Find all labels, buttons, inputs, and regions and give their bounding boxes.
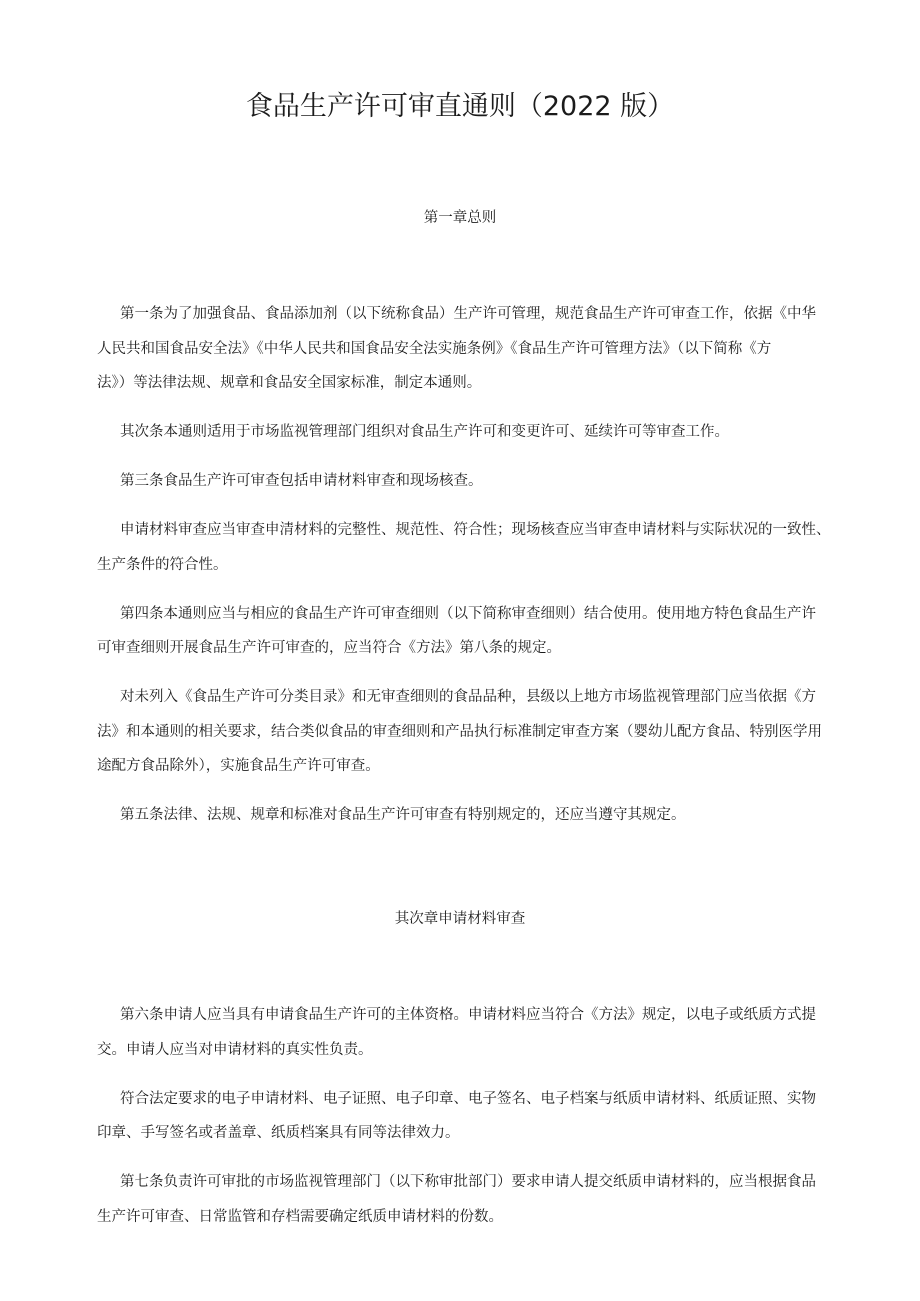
paragraph-line: 交。申请人应当对申请材料的真实性负责。 [97,1041,373,1058]
chapter-body [97,297,897,847]
paragraph-line: 第六条申请人应当具有申请食品生产许可的主体资格。申请材料应当符合《方法》规定，以电子或纸质方式提 [120,1007,816,1023]
paragraph [97,297,897,401]
chapter-heading: 第一章总则 [423,210,497,226]
paragraph-line: 符合法定要求的电子申请材料、电子证照、电子印章、电子签名、电子档案与纸质申请材料、纸质证照、实物 [120,1090,816,1107]
paragraph-line: 对未列入《食品生产许可分类目录》和无审查细则的食品品种，县级以上地方市场监视管理部门应当依据《方 [120,689,816,705]
paragraph-line: 生产条件的符合性。 [97,556,228,573]
paragraph-line: 生产许可审查、日常监管和存档需要确定纸质申请材料的份数。 [97,1208,503,1225]
paragraph-line: 第一条为了加强食品、食品添加剂（以下统称食品）生产许可管理，规范食品生产许可审查工作，依据《中华 [120,306,816,322]
paragraph [97,415,897,450]
paragraph [97,998,897,1067]
paragraph-line: 第四条本通则应当与相应的食品生产许可审查细则（以下简称审查细则）结合使用。使用地方特色食品生产许 [120,605,816,622]
paragraph-line: 法》和本通则的相关要求，结合类似食品的审查细则和产品执行标准制定审查方案（婴幼儿配方食品、特别医学用 [97,723,822,740]
paragraph-line: 申请材料审查应当审查申清材料的完整性、规范性、符合性；现场核查应当审查申请材料与实际状况的一致性、 [120,522,831,538]
paragraph [97,513,897,582]
paragraph-line: 其次条本通则适用于市场监视管理部门组织对食品生产许可和变更许可、延续许可等审查工作。 [120,424,729,440]
paragraph-line: 第三条食品生产许可审查包括申请材料审查和现场核查。 [120,473,483,489]
chapter-body [97,998,897,1249]
paragraph-line: 途配方食品除外），实施食品生产许可审查。 [97,758,380,774]
paragraph [97,1165,897,1234]
paragraph-line: 可审查细则开展食品生产许可审查的，应当符合《方法》第八条的规定。 [97,640,561,656]
chapter-heading: 其次章申请材料审查 [394,911,526,927]
paragraph-line: 第七条负责许可审批的市场监视管理部门（以下称审批部门）要求申请人提交纸质申请材料的，应当根据食品 [120,1174,816,1190]
paragraph [97,597,897,666]
paragraph-line: 印章、手写签名或者盖章、纸质档案具有同等法律效力。 [97,1125,460,1141]
document-title: 食品生产许可审直通则（2022 版） [245,91,675,122]
paragraph [97,464,897,499]
paragraph [97,1082,897,1151]
paragraph-line: 法》）等法律法规、规章和食品安全国家标准，制定本通则。 [97,375,482,391]
paragraph-line: 第五条法律、法规、规章和标准对食品生产许可审查有特别规定的，还应当遵守其规定。 [120,807,686,823]
paragraph-line: 人民共和国食品安全法》《中华人民共和国食品安全法实施条例》《食品生产许可管理方法》（以下简称《方 [97,340,772,357]
paragraph [97,680,897,784]
paragraph [97,798,897,833]
